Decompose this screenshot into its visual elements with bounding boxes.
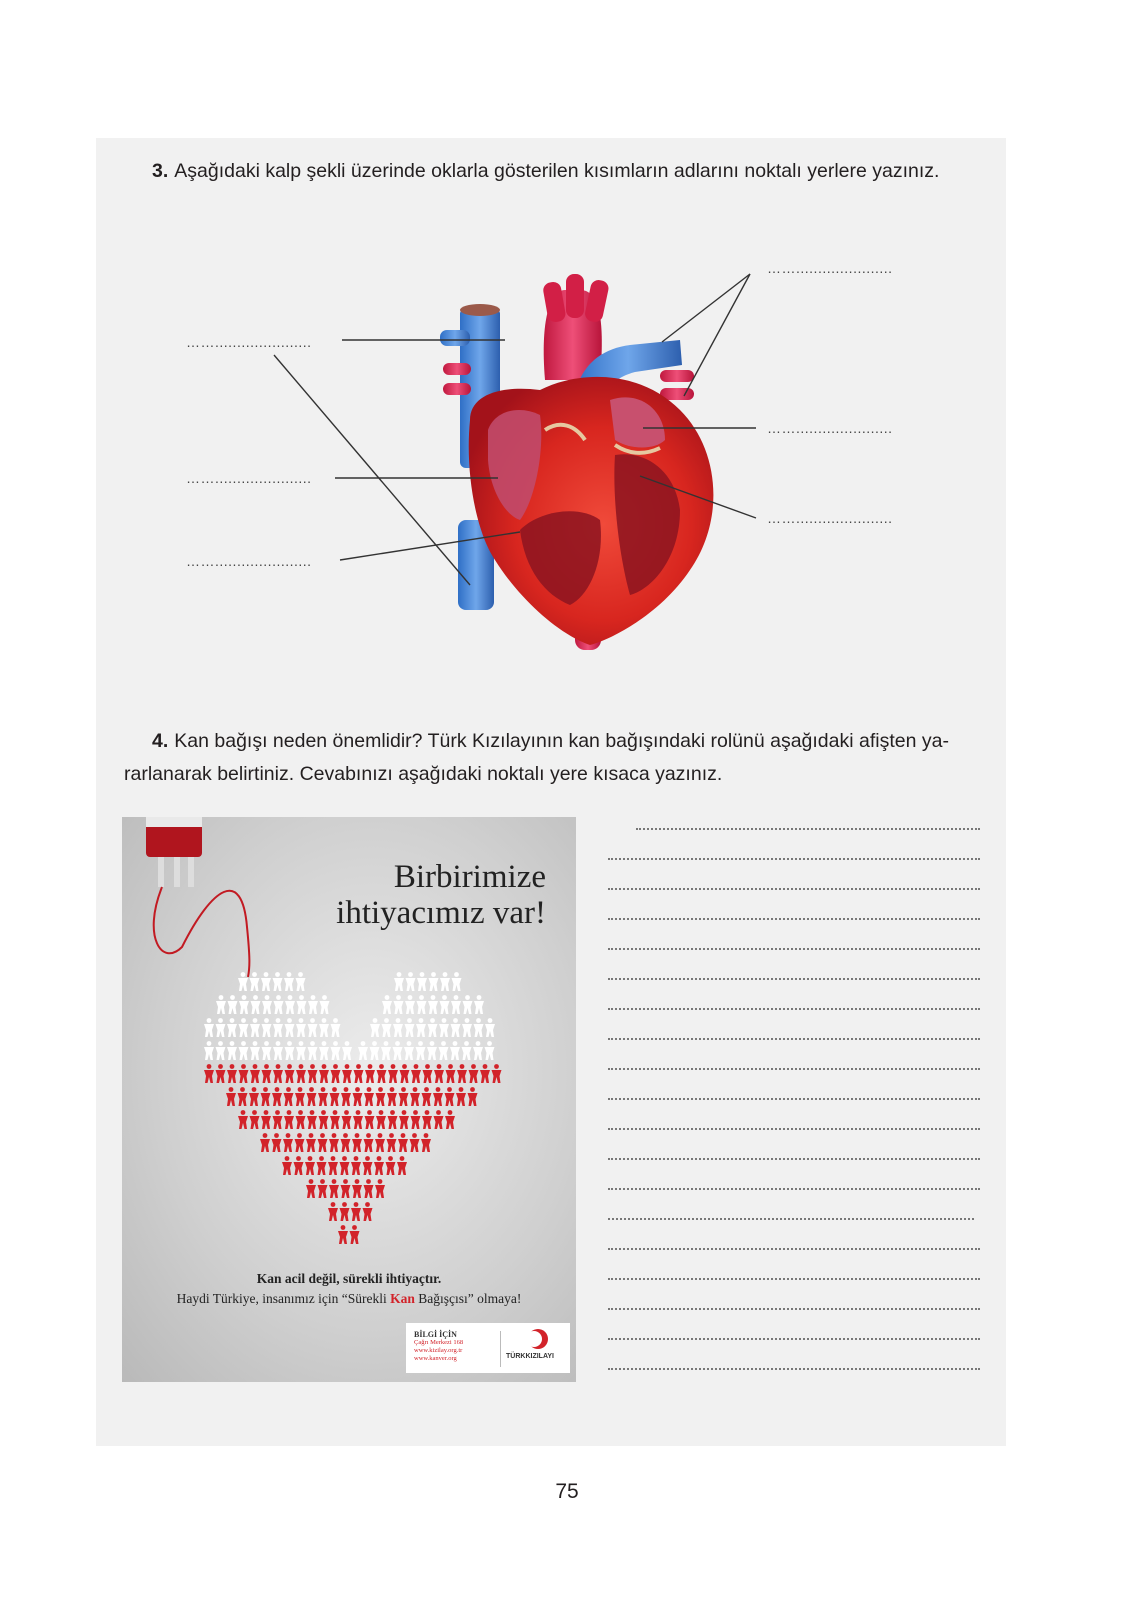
person-figure <box>296 972 306 991</box>
person-figure <box>416 1018 426 1037</box>
person-figure <box>485 1018 495 1037</box>
person-figure <box>393 1041 403 1060</box>
person-figure <box>468 1087 478 1106</box>
answer-line[interactable] <box>608 1338 980 1340</box>
person-figure <box>273 1110 283 1129</box>
person-figure <box>480 1064 490 1083</box>
person-figure <box>450 1041 460 1060</box>
person-figure <box>274 995 284 1014</box>
person-figure <box>330 1087 340 1106</box>
person-figure <box>318 1087 328 1106</box>
heart-blank-left-2[interactable]: ……...................... <box>186 470 312 486</box>
person-figure <box>417 995 427 1014</box>
person-figure <box>306 1179 316 1198</box>
poster-slogan-2 <box>122 1291 576 1307</box>
person-figure <box>340 1156 350 1175</box>
person-figure <box>296 1110 306 1129</box>
answer-line[interactable] <box>608 1038 980 1040</box>
person-figure <box>308 1064 318 1083</box>
person-figure <box>238 1087 248 1106</box>
person-figure <box>260 1133 270 1152</box>
person-figure <box>297 995 307 1014</box>
person-figure <box>282 1156 292 1175</box>
person-figure <box>462 1018 472 1037</box>
person-figure <box>341 1133 351 1152</box>
aorta-branch-1 <box>542 281 567 324</box>
person-figure <box>452 972 462 991</box>
person-figure <box>469 1064 479 1083</box>
people-heart-figures <box>204 972 502 1244</box>
question-3-number: 3. <box>152 160 169 182</box>
person-figure <box>331 1064 341 1083</box>
person-figure <box>387 1133 397 1152</box>
info-separator <box>500 1331 501 1367</box>
person-figure <box>433 1087 443 1106</box>
person-figure <box>204 1041 214 1060</box>
person-figure <box>439 1041 449 1060</box>
vena-cava-opening <box>460 304 500 316</box>
page-number: 75 <box>555 1480 579 1503</box>
person-figure <box>296 1064 306 1083</box>
person-figure <box>204 1018 214 1037</box>
person-figure <box>227 1041 237 1060</box>
person-figure <box>404 1041 414 1060</box>
person-figure <box>329 1179 339 1198</box>
person-figure <box>284 1110 294 1129</box>
person-figure <box>328 1202 338 1221</box>
slogan-2-post: Bağışçısı” olmaya! <box>414 1291 522 1306</box>
answer-line[interactable] <box>608 1188 980 1190</box>
person-figure <box>439 1018 449 1037</box>
question-3-text: Aşağıdaki kalp şekli üzerinde oklarla gösterilen kısımların adlarını noktalı yerlere yazınız. <box>174 160 940 182</box>
person-figure <box>434 1110 444 1129</box>
blood-donation-poster <box>122 817 576 1382</box>
answer-line[interactable] <box>608 948 980 950</box>
answer-line[interactable] <box>608 1128 980 1130</box>
person-figure <box>328 1156 338 1175</box>
person-figure <box>354 1064 364 1083</box>
person-figure <box>317 1156 327 1175</box>
person-figure <box>273 1064 283 1083</box>
person-figure <box>285 1064 295 1083</box>
person-figure <box>428 995 438 1014</box>
person-figure <box>307 1110 317 1129</box>
person-figure <box>216 995 226 1014</box>
person-figure <box>239 995 249 1014</box>
person-figure <box>353 1087 363 1106</box>
person-figure <box>338 1225 348 1244</box>
answer-line[interactable] <box>636 828 980 830</box>
person-figure <box>375 1179 385 1198</box>
person-figure <box>262 1064 272 1083</box>
person-figure <box>363 1202 373 1221</box>
person-figure <box>352 1133 362 1152</box>
person-figure <box>250 1018 260 1037</box>
person-figure <box>273 1041 283 1060</box>
pulmonary-vein-left-1 <box>660 370 694 382</box>
person-figure <box>388 1110 398 1129</box>
person-figure <box>273 1018 283 1037</box>
person-figure <box>283 1133 293 1152</box>
crescent-logo-icon <box>518 1327 558 1351</box>
answer-line[interactable] <box>608 1308 980 1310</box>
person-figure <box>350 1225 360 1244</box>
heart-blank-right-1[interactable]: ……...................... <box>767 260 893 276</box>
person-figure <box>319 1110 329 1129</box>
person-figure <box>394 995 404 1014</box>
answer-line[interactable] <box>608 1068 980 1070</box>
turk-kizilay-logo: TÜRKKIZILAYI <box>506 1353 554 1360</box>
person-figure <box>411 1110 421 1129</box>
person-figure <box>370 1018 380 1037</box>
person-figure <box>262 1018 272 1037</box>
person-figure <box>405 1018 415 1037</box>
person-figure <box>250 1064 260 1083</box>
heart-blank-left-1[interactable]: ……...................... <box>186 334 312 350</box>
poster-title <box>336 859 546 931</box>
person-figure <box>411 1064 421 1083</box>
person-figure <box>261 1087 271 1106</box>
person-figure <box>445 1110 455 1129</box>
person-figure <box>285 1018 295 1037</box>
person-figure <box>272 1087 282 1106</box>
heart-diagram <box>0 0 1134 700</box>
person-figure <box>285 995 295 1014</box>
person-figure <box>428 1018 438 1037</box>
person-figure <box>410 1087 420 1106</box>
person-figure <box>377 1064 387 1083</box>
person-figure <box>363 1156 373 1175</box>
person-figure <box>353 1110 363 1129</box>
person-figure <box>422 1110 432 1129</box>
answer-line[interactable] <box>608 1368 980 1370</box>
person-figure <box>423 1064 433 1083</box>
person-figure <box>410 1133 420 1152</box>
poster-title-line-1: Birbirimize <box>393 859 546 895</box>
person-figure <box>393 1018 403 1037</box>
heart-blank-right-3[interactable]: ……...................... <box>767 510 893 526</box>
person-figure <box>239 1018 249 1037</box>
person-figure <box>351 1202 361 1221</box>
person-figure <box>341 1087 351 1106</box>
person-figure <box>284 972 294 991</box>
poster-title-line-2: ihtiyacımız var! <box>336 895 546 931</box>
person-figure <box>451 1018 461 1037</box>
person-figure <box>342 1041 352 1060</box>
person-figure <box>492 1064 502 1083</box>
info-line-3: www.kanver.org <box>414 1355 457 1362</box>
person-figure <box>319 1041 329 1060</box>
person-figure <box>249 1087 259 1106</box>
answer-line[interactable] <box>608 918 980 920</box>
person-figure <box>405 995 415 1014</box>
person-figure <box>352 1179 362 1198</box>
person-figure <box>474 995 484 1014</box>
pulmonary-artery-right-upper <box>440 330 470 346</box>
person-figure <box>239 1041 249 1060</box>
person-figure <box>296 1041 306 1060</box>
person-figure <box>319 1064 329 1083</box>
person-figure <box>331 1018 341 1037</box>
pulmonary-vein-right-1 <box>443 363 471 375</box>
person-figure <box>456 1087 466 1106</box>
person-figure <box>238 1110 248 1129</box>
answer-line[interactable] <box>608 978 980 980</box>
person-figure <box>320 995 330 1014</box>
poster-info-box <box>406 1323 570 1373</box>
person-figure <box>400 1064 410 1083</box>
person-figure <box>451 995 461 1014</box>
person-figure <box>342 1110 352 1129</box>
person-figure <box>227 1018 237 1037</box>
question-4-line-1 <box>152 730 949 753</box>
person-figure <box>227 1064 237 1083</box>
person-figure <box>294 1156 304 1175</box>
person-figure <box>305 1156 315 1175</box>
person-figure <box>386 1156 396 1175</box>
person-figure <box>262 995 272 1014</box>
person-figure <box>406 972 416 991</box>
person-figure <box>319 1018 329 1037</box>
person-figure <box>382 1018 392 1037</box>
answer-line[interactable] <box>608 888 980 890</box>
person-figure <box>364 1087 374 1106</box>
person-figure <box>485 1041 495 1060</box>
person-figure <box>463 995 473 1014</box>
person-figure <box>376 1087 386 1106</box>
person-figure <box>251 995 261 1014</box>
person-figure <box>457 1064 467 1083</box>
person-figure <box>331 1041 341 1060</box>
person-figure <box>398 1133 408 1152</box>
answer-line[interactable] <box>608 1278 980 1280</box>
person-figure <box>329 1133 339 1152</box>
person-figure <box>318 1133 328 1152</box>
person-figure <box>204 1064 214 1083</box>
poster-info-text <box>414 1331 463 1363</box>
person-figure <box>238 972 248 991</box>
person-figure <box>250 1041 260 1060</box>
info-line-2: www.kizilay.org.tr <box>414 1347 463 1354</box>
person-figure <box>261 1110 271 1129</box>
person-figure <box>416 1041 426 1060</box>
person-figure <box>250 972 260 991</box>
person-figure <box>273 972 283 991</box>
answer-line[interactable] <box>608 1158 980 1160</box>
person-figure <box>370 1041 380 1060</box>
person-figure <box>306 1133 316 1152</box>
blood-tube <box>154 887 250 977</box>
person-figure <box>296 1018 306 1037</box>
person-figure <box>342 1064 352 1083</box>
person-figure <box>285 1041 295 1060</box>
person-figure <box>445 1087 455 1106</box>
person-figure <box>340 1202 350 1221</box>
aorta-branch-2 <box>566 274 584 318</box>
person-figure <box>440 995 450 1014</box>
question-4-text-1: Kan bağışı neden önemlidir? Türk Kızılayının kan bağışındaki rolünü aşağıdaki afişten ya- <box>174 730 949 752</box>
person-figure <box>261 972 271 991</box>
heart-blank-left-3[interactable]: ……...................... <box>186 553 312 569</box>
person-figure <box>374 1156 384 1175</box>
heart-blank-right-2[interactable]: ……...................... <box>767 420 893 436</box>
info-title: BİLGİ İÇİN <box>414 1330 457 1339</box>
answer-line[interactable] <box>608 1098 980 1100</box>
person-figure <box>216 1018 226 1037</box>
person-figure <box>394 972 404 991</box>
question-4-number: 4. <box>152 730 169 752</box>
person-figure <box>341 1179 351 1198</box>
person-figure <box>399 1087 409 1106</box>
person-figure <box>365 1110 375 1129</box>
person-figure <box>228 995 238 1014</box>
answer-line[interactable] <box>608 858 980 860</box>
person-figure <box>474 1018 484 1037</box>
answer-line[interactable] <box>608 1008 980 1010</box>
person-figure <box>216 1041 226 1060</box>
person-figure <box>382 995 392 1014</box>
person-figure <box>365 1064 375 1083</box>
person-figure <box>272 1133 282 1152</box>
person-figure <box>388 1064 398 1083</box>
person-figure <box>434 1064 444 1083</box>
person-figure <box>239 1064 249 1083</box>
person-figure <box>462 1041 472 1060</box>
person-figure <box>284 1087 294 1106</box>
person-figure <box>364 1133 374 1152</box>
person-figure <box>399 1110 409 1129</box>
person-figure <box>308 995 318 1014</box>
person-figure <box>295 1087 305 1106</box>
person-figure <box>295 1133 305 1152</box>
person-figure <box>446 1064 456 1083</box>
poster-slogan-1: Kan acil değil, sürekli ihtiyaçtır. <box>256 1271 442 1286</box>
person-figure <box>358 1041 368 1060</box>
pulmonary-vein-right-2 <box>443 383 471 395</box>
person-figure <box>397 1156 407 1175</box>
person-figure <box>308 1018 318 1037</box>
person-figure <box>318 1179 328 1198</box>
person-figure <box>307 1087 317 1106</box>
person-figure <box>364 1179 374 1198</box>
person-figure <box>375 1133 385 1152</box>
person-figure <box>351 1156 361 1175</box>
person-figure <box>250 1110 260 1129</box>
person-figure <box>417 972 427 991</box>
person-figure <box>387 1087 397 1106</box>
person-figure <box>216 1064 226 1083</box>
person-figure <box>381 1041 391 1060</box>
person-figure <box>421 1133 431 1152</box>
question-4-line-2: rarlanarak belirtiniz. Cevabınızı aşağıdaki noktalı yere kısaca yazınız. <box>124 763 723 785</box>
answer-line[interactable] <box>608 1248 980 1250</box>
person-figure <box>376 1110 386 1129</box>
person-figure <box>226 1087 236 1106</box>
person-figure <box>473 1041 483 1060</box>
person-figure <box>429 972 439 991</box>
slogan-2-pre: Haydi Türkiye, insanımız için “Sürekli <box>176 1291 391 1306</box>
answer-line[interactable] <box>608 1218 974 1220</box>
info-line-1: Çağrı Merkezi 168 <box>414 1339 464 1346</box>
person-figure <box>330 1110 340 1129</box>
slogan-2-red: Kan <box>390 1291 415 1306</box>
person-figure <box>262 1041 272 1060</box>
person-figure <box>308 1041 318 1060</box>
person-figure <box>440 972 450 991</box>
person-figure <box>427 1041 437 1060</box>
person-figure <box>422 1087 432 1106</box>
